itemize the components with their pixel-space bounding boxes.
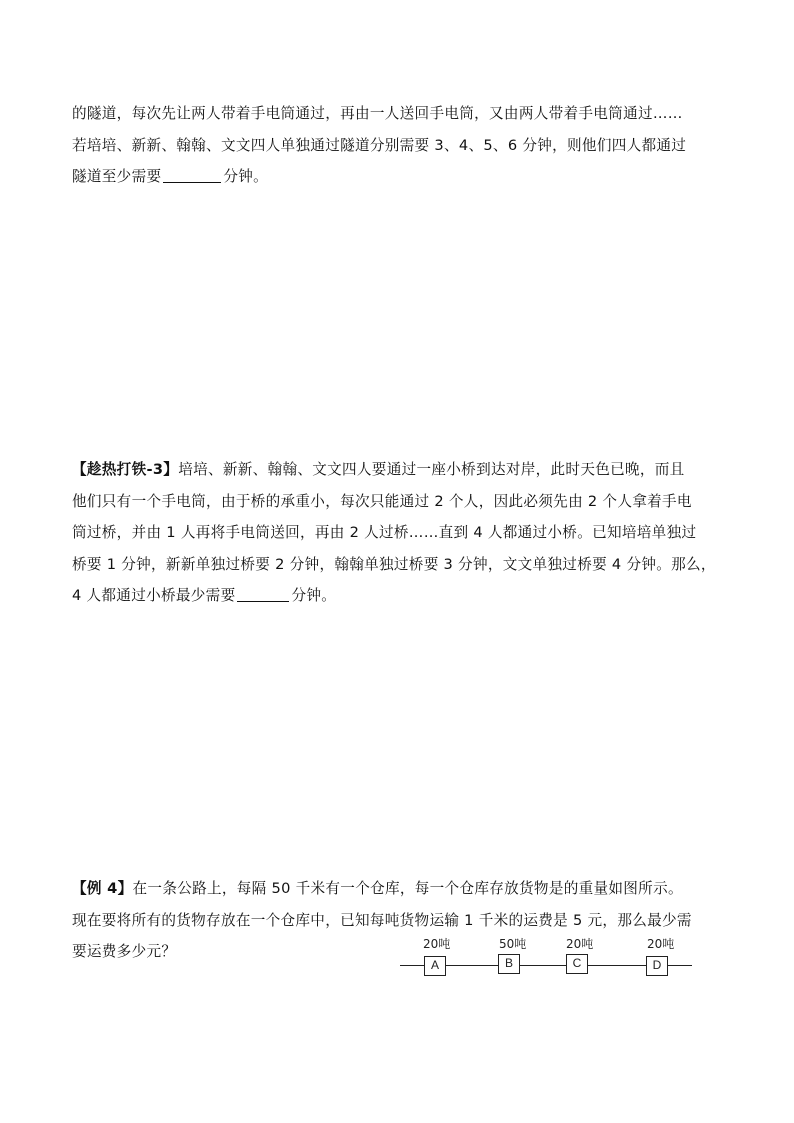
text-segment: 4 人都通过小桥最少需要 [72,587,236,604]
text-segment: 分钟。 [291,587,337,604]
text-line [72,454,724,486]
warehouse-box-c: C [566,954,588,974]
paragraph-bridge-problem [72,454,724,612]
warehouse-box-a: A [424,956,446,976]
warehouse-diagram [398,932,698,980]
problem-label: 【例 4】 [72,880,133,897]
text-line [72,873,724,905]
text-line: 桥要 1 分钟，新新单独过桥要 2 分钟，翰翰单独过桥要 3 分钟，文文单独过桥要 4 分钟。那么， [72,555,716,573]
text-line [72,161,724,193]
text-segment: 在一条公路上，每隔 50 千米有一个仓库，每一个仓库存放货物是的重量如图所示。 [132,880,683,897]
text-line: 筒过桥，并由 1 人再将手电筒送回，再由 2 人过桥……直到 4 人都通过小桥。已知培培单独过 [72,524,697,541]
warehouse-weight-d: 20吨 [647,937,675,951]
warehouse-box-b: B [498,954,520,974]
problem-label: 【趁热打铁-3】 [72,461,179,478]
warehouse-weight-b: 50吨 [499,937,527,951]
text-segment: 隧道至少需要 [72,168,162,185]
text-segment: 分钟。 [223,168,269,185]
text-line: 要运费多少元？ [72,943,177,960]
text-line: 现在要将所有的货物存放在一个仓库中，已知每吨货物运输 1 千米的运费是 5 元，那么最少需 [72,911,692,929]
warehouse-weight-c: 20吨 [566,937,594,951]
text-line [72,580,724,612]
text-line: 他们只有一个手电筒，由于桥的承重小，每次只能通过 2 个人，因此必须先由 2 个人拿着手电 [72,492,692,510]
text-line: 的隧道，每次先让两人带着手电筒通过，再由一人送回手电筒，又由两人带着手电筒通过…… [72,105,683,122]
text-segment: 培培、新新、翰翰、文文四人要通过一座小桥到达对岸，此时天色已晚，而且 [178,461,685,478]
paragraph-tunnel-problem [72,98,724,193]
text-line: 若培培、新新、翰翰、文文四人单独通过隧道分别需要 3、4、5、6 分钟，则他们四人都通过 [72,136,687,154]
answer-blank[interactable] [237,586,289,602]
warehouse-box-d: D [646,956,668,976]
answer-blank[interactable] [163,167,221,183]
warehouse-weight-a: 20吨 [423,937,451,951]
